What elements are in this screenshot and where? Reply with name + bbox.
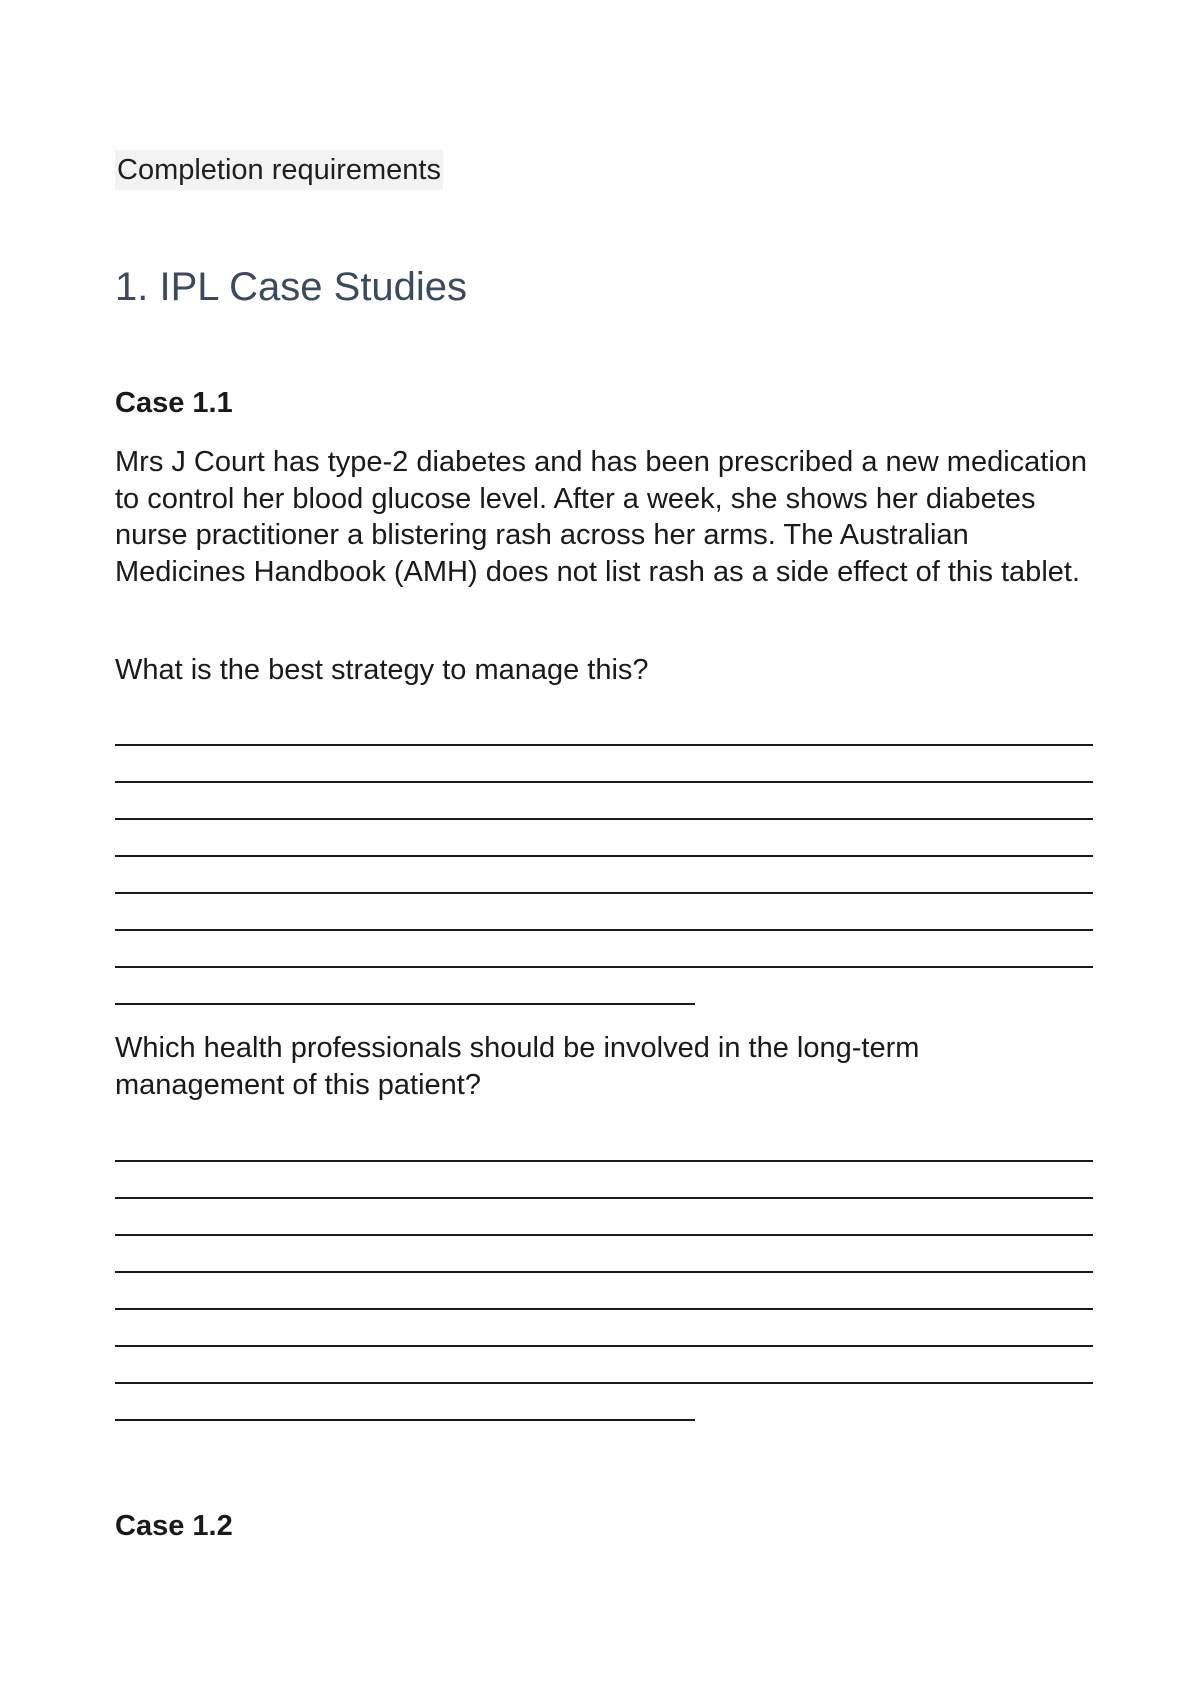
answer-line[interactable]	[115, 1125, 1093, 1162]
answer-line[interactable]	[115, 1236, 1093, 1273]
section-title: 1. IPL Case Studies	[115, 265, 468, 309]
answer-line[interactable]	[115, 709, 1093, 746]
case-1-2-heading: Case 1.2	[115, 1510, 233, 1542]
answer-line[interactable]	[115, 1273, 1093, 1310]
answer-line[interactable]	[115, 894, 1093, 931]
answer-line[interactable]	[115, 1199, 1093, 1236]
case-1-1-question-1: What is the best strategy to manage this?	[115, 654, 649, 686]
completion-requirements-label: Completion requirements	[115, 150, 443, 190]
answer-line[interactable]	[115, 783, 1093, 820]
answer-line[interactable]	[115, 931, 1093, 968]
case-1-1-scenario: Mrs J Court has type-2 diabetes and has been prescribed a new medication to control her blood glucose level. After a week, she shows her diabetes nurse practitioner a blistering rash across her arms. The Australian Medicines Handbook (AMH) does not list rash as a side effect of this tablet.	[115, 446, 1088, 588]
answer-line[interactable]	[115, 820, 1093, 857]
answer-line[interactable]	[115, 968, 695, 1005]
case-1-1-heading: Case 1.1	[115, 387, 233, 419]
answer-line[interactable]	[115, 1162, 1093, 1199]
answer-line[interactable]	[115, 1347, 1093, 1384]
case-1-1-question-2: Which health professionals should be involved in the long-term management of this patient?	[115, 1032, 920, 1101]
answer-line[interactable]	[115, 1310, 1093, 1347]
answer-line[interactable]	[115, 1384, 695, 1421]
answer-line[interactable]	[115, 857, 1093, 894]
answer-line[interactable]	[115, 746, 1093, 783]
answer-area-question-1[interactable]	[115, 709, 1093, 1005]
answer-area-question-2[interactable]	[115, 1125, 1093, 1421]
